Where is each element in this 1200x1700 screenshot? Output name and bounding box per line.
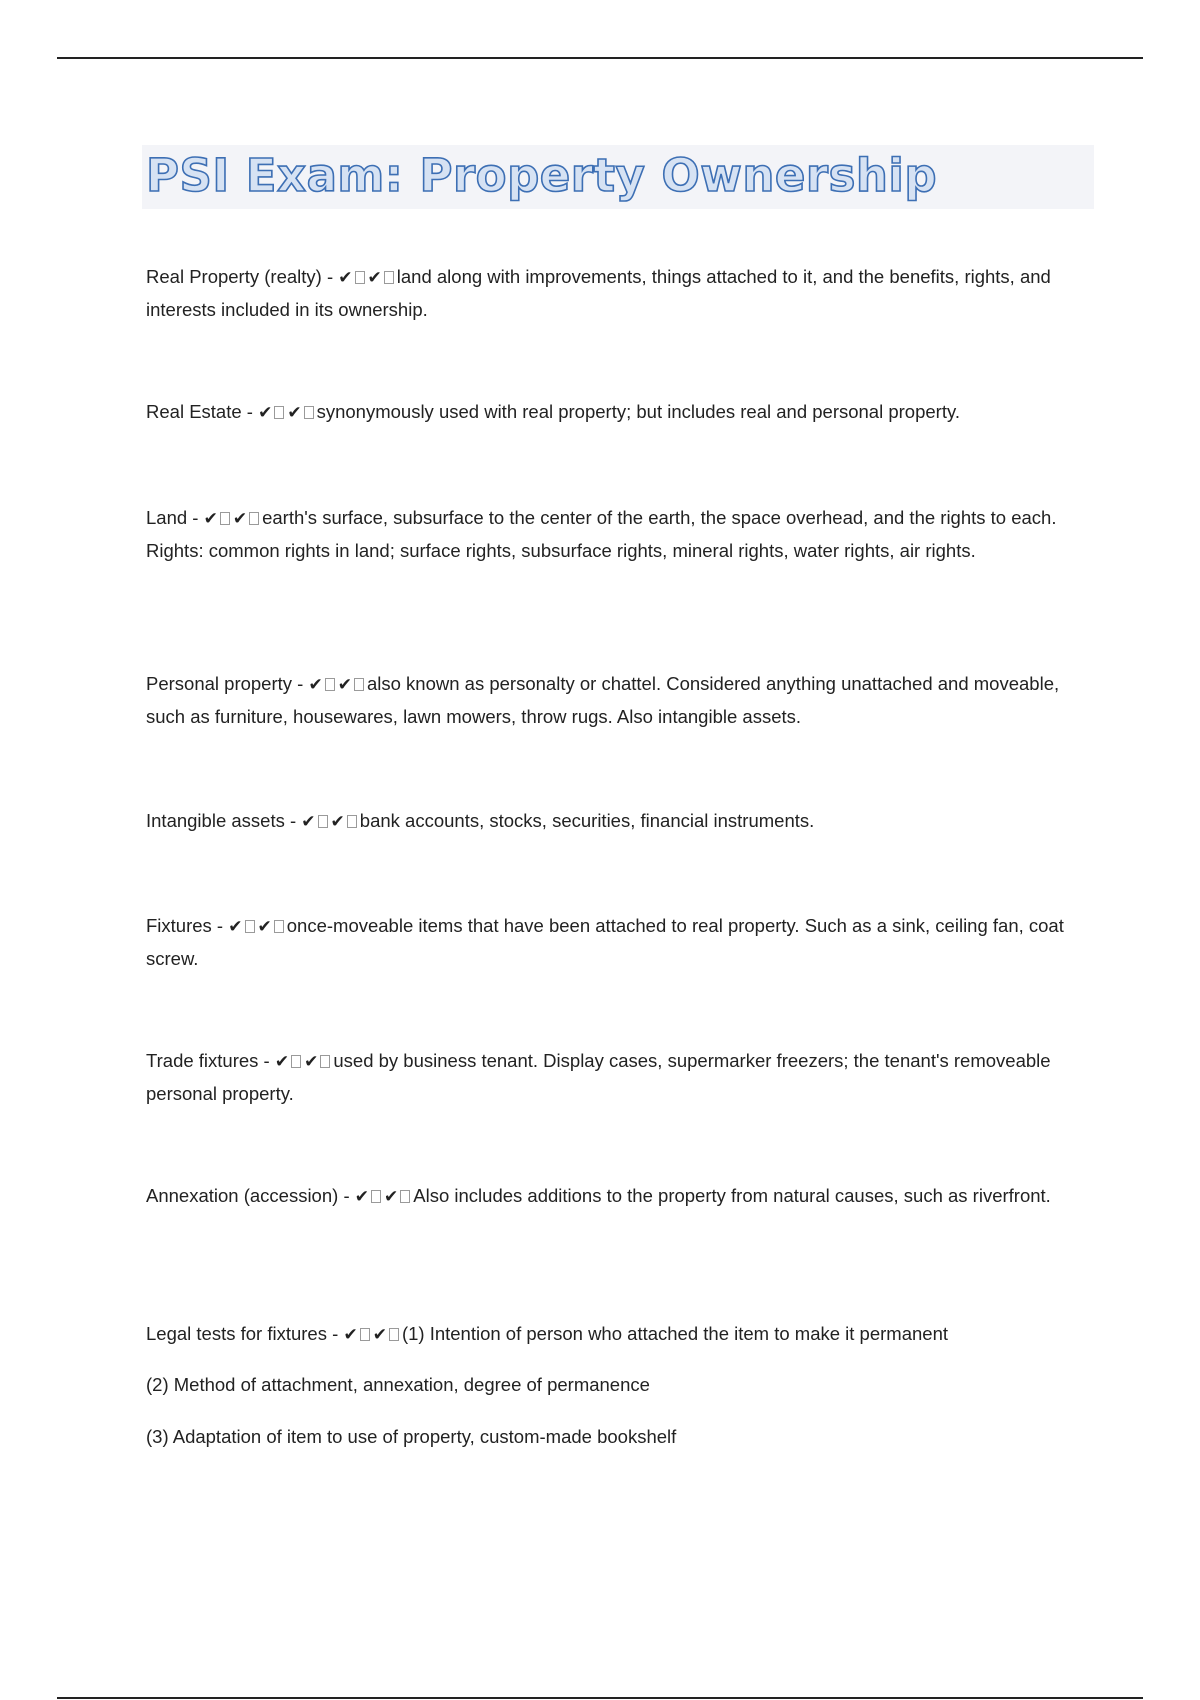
box-icon [360,1328,370,1341]
entry-fixtures [146,910,1096,975]
check-icon: ✔ [228,917,243,937]
entry-separator: - [258,1050,275,1071]
check-icon: ✔ [301,812,316,832]
entry-trade-fixtures [146,1045,1096,1110]
top-rule [57,57,1143,59]
entry-legal-tests [146,1318,1096,1351]
entry-term: Personal property [146,673,293,694]
entry-separator: - [187,507,204,528]
check-icon: ✔ [308,675,323,695]
box-icon [249,512,259,525]
box-icon [400,1190,410,1203]
entry-term: Legal tests for fixtures [146,1323,327,1344]
entry-definition: synonymously used with real property; but includes real and personal property. [316,401,960,422]
entry-term: Real Property (realty) [146,266,322,287]
box-icon [220,512,230,525]
box-icon [291,1055,301,1068]
check-icon: ✔ [304,1052,319,1072]
entry-separator: - [326,1323,344,1344]
entry-term: Annexation (accession) [146,1185,339,1206]
box-icon [384,271,394,284]
box-icon [245,920,255,933]
legal-test-line-2: (2) Method of attachment, annexation, degree of permanence [146,1374,650,1395]
bottom-rule [57,1697,1143,1699]
entry-land [146,502,1096,567]
box-icon [347,815,357,828]
check-icon: ✔ [203,509,218,529]
entry-separator: - [241,401,259,422]
box-icon [318,815,328,828]
entry-definition: used by business tenant. Display cases, supermarker freezers; the tenant's removeable personal property. [146,1050,1051,1104]
box-icon [354,678,364,691]
check-icon: ✔ [330,812,345,832]
box-icon [355,271,365,284]
entry-real-property [146,261,1096,326]
check-icon: ✔ [367,268,382,288]
entry-definition: bank accounts, stocks, securities, financial instruments. [359,810,815,831]
check-icon: ✔ [258,403,273,423]
entry-personal-property [146,668,1096,733]
check-icon: ✔ [372,1325,387,1345]
entry-term: Intangible assets [146,810,285,831]
entry-definition: (1) Intention of person who attached the item to make it permanent [401,1323,948,1344]
entry-separator: - [211,915,229,936]
title-banner [142,145,1094,209]
box-icon [304,406,314,419]
entry-definition: once-moveable items that have been attached to real property. Such as a sink, ceiling fan, coat screw. [146,915,1064,969]
entry-separator: - [338,1185,355,1206]
legal-test-line-3: (3) Adaptation of item to use of property, custom-made bookshelf [146,1426,677,1447]
box-icon [320,1055,330,1068]
entry-definition: land along with improvements, things attached to it, and the benefits, rights, and interests included in its ownership. [146,266,1051,320]
check-icon: ✔ [384,1187,399,1207]
box-icon [389,1328,399,1341]
check-icon: ✔ [287,403,302,423]
box-icon [274,920,284,933]
entry-separator: - [321,266,339,287]
box-icon [274,406,284,419]
entry-intangible-assets [146,805,1096,838]
box-icon [325,678,335,691]
entry-term: Trade fixtures [146,1050,259,1071]
entry-term: Fixtures [146,915,212,936]
entry-separator: - [284,810,302,831]
check-icon: ✔ [232,509,248,529]
entry-separator: - [292,673,309,694]
entry-term: Real Estate [146,401,242,422]
entry-real-estate [146,396,1096,429]
check-icon: ✔ [338,268,353,288]
document-title: PSI Exam: Property Ownership [146,149,938,202]
check-icon: ✔ [337,675,352,695]
check-icon: ✔ [257,917,272,937]
entry-definition: Also includes additions to the property from natural causes, such as riverfront. [413,1185,1051,1206]
check-icon: ✔ [274,1052,290,1072]
check-icon: ✔ [354,1187,370,1207]
entry-definition: also known as personalty or chattel. Considered anything unattached and moveable, such as furniture, housewares, lawn mowers, throw rugs. Also intangible assets. [146,673,1060,727]
check-icon: ✔ [343,1325,358,1345]
entry-term: Land [146,507,188,528]
box-icon [371,1190,381,1203]
entry-definition: earth's surface, subsurface to the center of the earth, the space overhead, and the rights to each. Rights: common rights in land; surface rights, subsurface rights, mineral rights, water rights, air rights. [146,507,1057,561]
entry-annexation [146,1180,1096,1213]
